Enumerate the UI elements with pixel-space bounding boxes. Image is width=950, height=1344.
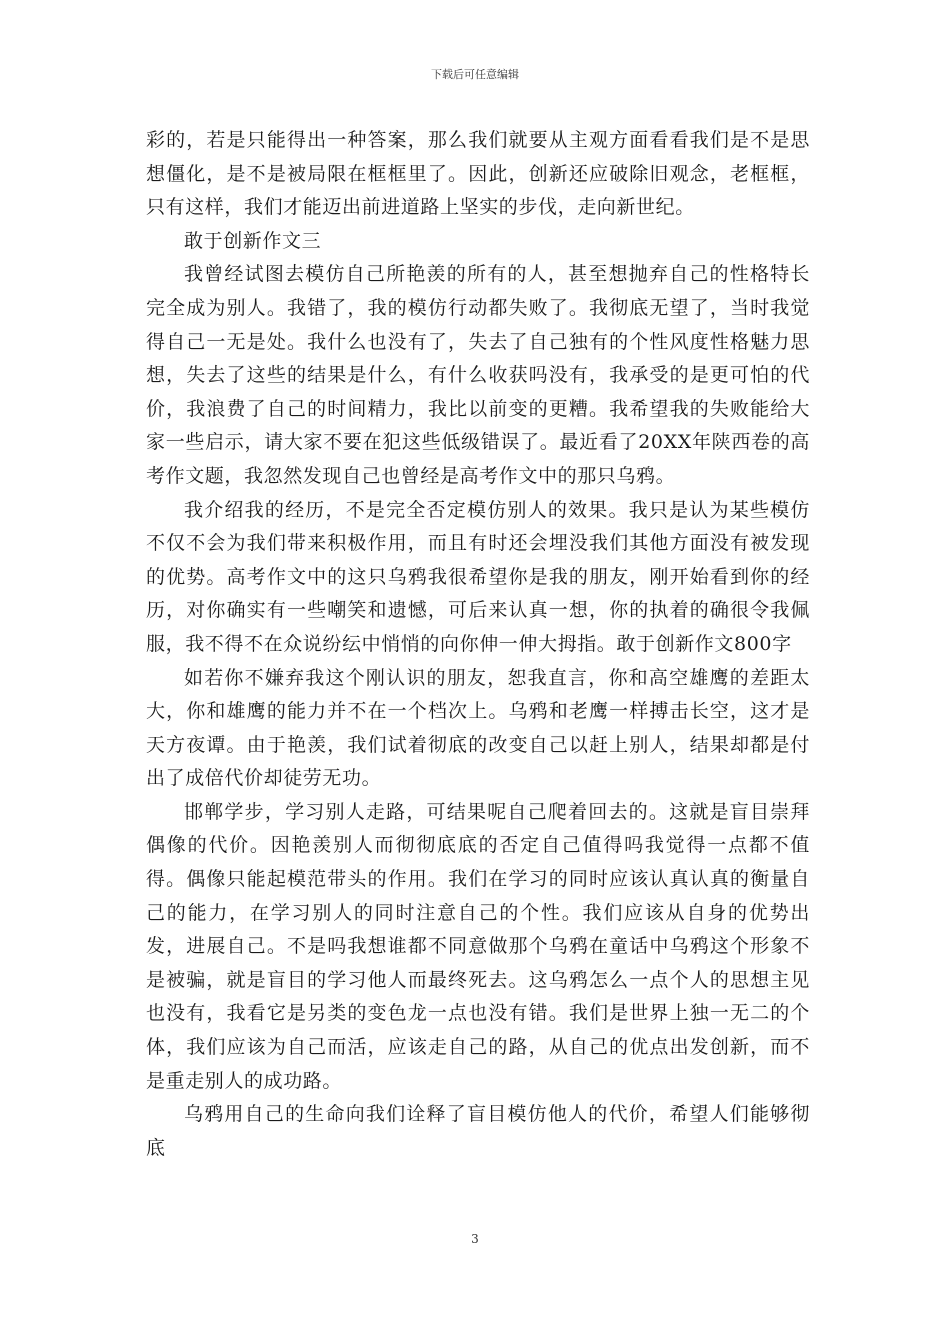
page-header: 下载后可任意编辑: [431, 68, 519, 81]
section-heading: 敢于创新作文三: [184, 229, 322, 252]
paragraph: 如若你不嫌弃我这个刚认识的朋友，恕我直言，你和高空雄鹰的差距太大，你和雄鹰的能力并不在一个档次上。乌鸦和老鹰一样搏击长空，这才是天方夜谭。由于艳羡，我们试着彻底的改变自己以赶上别人，结果却都是付出了成倍代价却徒劳无功。: [146, 666, 810, 790]
page-number: 3: [471, 1232, 479, 1246]
paragraph: 我曾经试图去模仿自己所艳羡的所有的人，甚至想抛弃自己的性格特长完全成为别人。我错了，我的模仿行动都失败了。我彻底无望了，当时我觉得自己一无是处。我什么也没有了，失去了自己独有的个性风度性格魅力思想，失去了这些的结果是什么，有什么收获吗没有，我承受的是更可怕的代价，我浪费了自己的时间精力，我比以前变的更糟。我希望我的失败能给大家一些启示，请大家不要在犯这些低级错误了。最近看了20XX年陕西卷的高考作文题，我忽然发现自己也曾经是高考作文中的那只乌鸦。: [146, 263, 810, 487]
paragraph: 彩的，若是只能得出一种答案，那么我们就要从主观方面看看我们是不是思想僵化，是不是被局限在框框里了。因此，创新还应破除旧观念，老框框，只有这样，我们才能迈出前进道路上坚实的步伐，走向新世纪。: [146, 129, 810, 219]
paragraph: 乌鸦用自己的生命向我们诠释了盲目模仿他人的代价，希望人们能够彻底: [146, 1103, 810, 1159]
paragraph: 我介绍我的经历，不是完全否定模仿别人的效果。我只是认为某些模仿不仅不会为我们带来积极作用，而且有时还会埋没我们其他方面没有被发现的优势。高考作文中的这只乌鸦我很希望你是我的朋友，刚开始看到你的经历，对你确实有一些嘲笑和遗憾，可后来认真一想，你的执着的确很令我佩服，我不得不在众说纷纭中悄悄的向你伸一伸大拇指。敢于创新作文800字: [146, 498, 810, 655]
body-text: [146, 124, 810, 1165]
paragraph: 邯郸学步，学习别人走路，可结果呢自己爬着回去的。这就是盲目崇拜偶像的代价。因艳羡别人而彻彻底底的否定自己值得吗我觉得一点都不值得。偶像只能起模范带头的作用。我们在学习的同时应该认真认真的衡量自己的能力，在学习别人的同时注意自己的个性。我们应该从自身的优势出发，进展自己。不是吗我想谁都不同意做那个乌鸦在童话中乌鸦这个形象不是被骗，就是盲目的学习他人而最终死去。这乌鸦怎么一点个人的思想主见也没有，我看它是另类的变色龙一点也没有错。我们是世界上独一无二的个体，我们应该为自己而活，应该走自己的路，从自己的优点出发创新，而不是重走别人的成功路。: [146, 800, 810, 1092]
